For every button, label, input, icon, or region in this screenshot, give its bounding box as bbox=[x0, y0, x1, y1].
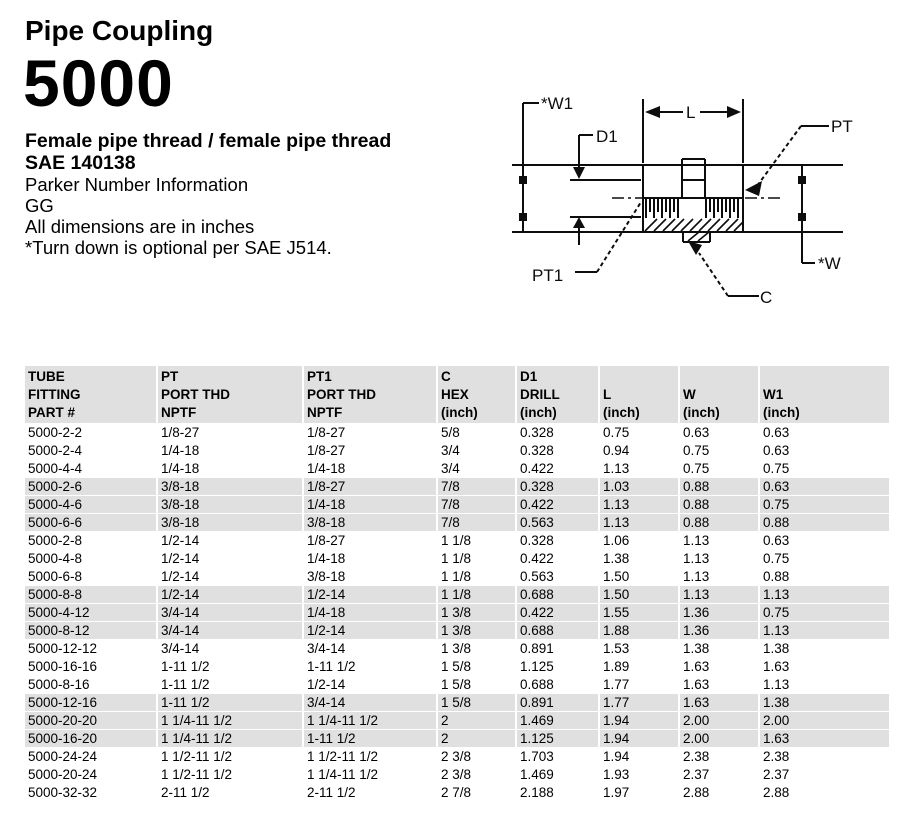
value-cell: 1.13 bbox=[683, 551, 710, 566]
value-cell: 1/2-14 bbox=[161, 569, 200, 584]
value-cell: 2.37 bbox=[763, 767, 790, 782]
value-cell: 1 1/8 bbox=[441, 569, 472, 584]
table-row bbox=[25, 622, 889, 639]
value-cell: 5/8 bbox=[441, 425, 460, 440]
part-number-cell: 5000-20-20 bbox=[25, 712, 156, 729]
value-cell: 0.88 bbox=[680, 514, 758, 531]
value-cell: 2.37 bbox=[683, 767, 710, 782]
table-row bbox=[25, 604, 889, 621]
value-cell: 1.97 bbox=[603, 785, 630, 800]
value-cell: 0.563 bbox=[517, 514, 598, 531]
value-cell: 0.75 bbox=[603, 425, 630, 440]
value-cell: 1.469 bbox=[517, 712, 598, 729]
value-cell: 1/4-18 bbox=[161, 461, 200, 476]
value-cell: 1 1/8 bbox=[441, 533, 472, 548]
value-cell: 1.13 bbox=[603, 461, 630, 476]
value-cell: 1.13 bbox=[600, 514, 678, 531]
value-cell: 1 1/8 bbox=[441, 551, 472, 566]
table-row bbox=[25, 550, 889, 567]
value-cell: 1.94 bbox=[600, 712, 678, 729]
value-cell: 2.00 bbox=[760, 712, 889, 729]
table-row bbox=[25, 640, 889, 657]
spec-table-header-row bbox=[25, 366, 889, 423]
value-cell: 1.36 bbox=[680, 622, 758, 639]
value-cell: 0.88 bbox=[760, 514, 889, 531]
value-cell: 1/8-27 bbox=[161, 425, 200, 440]
value-cell: 1 5/8 bbox=[438, 694, 515, 711]
part-number-cell: 5000-12-16 bbox=[25, 694, 156, 711]
value-cell: 7/8 bbox=[438, 496, 515, 513]
value-cell: 2 3/8 bbox=[441, 767, 472, 782]
value-cell: 2.88 bbox=[683, 785, 710, 800]
table-row bbox=[25, 532, 889, 549]
value-cell: 0.891 bbox=[517, 694, 598, 711]
table-row bbox=[25, 730, 889, 747]
value-cell: 1.53 bbox=[603, 641, 630, 656]
value-cell: 3/4 bbox=[441, 461, 460, 476]
value-cell: 1.38 bbox=[683, 641, 710, 656]
col-header-w1: W1 (inch) bbox=[760, 366, 889, 423]
d1-up-arrow bbox=[573, 217, 585, 228]
section-hatch bbox=[645, 219, 743, 241]
value-cell: 7/8 bbox=[438, 514, 515, 531]
value-cell: 1.94 bbox=[600, 730, 678, 747]
value-cell: 0.63 bbox=[763, 443, 790, 458]
value-cell: 3/8-18 bbox=[158, 478, 302, 495]
value-cell: 3/8-18 bbox=[304, 514, 436, 531]
thread-hatch bbox=[646, 199, 738, 218]
col-header-c-hex: C HEX (inch) bbox=[438, 366, 515, 423]
part-number-cell: 5000-32-32 bbox=[28, 785, 98, 800]
part-number-cell: 5000-12-12 bbox=[28, 641, 98, 656]
value-cell: 1.38 bbox=[763, 641, 790, 656]
value-cell: 0.63 bbox=[763, 425, 790, 440]
value-cell: 0.563 bbox=[520, 569, 554, 584]
col-header-l: L (inch) bbox=[600, 366, 678, 423]
value-cell: 0.63 bbox=[763, 533, 790, 548]
value-cell: 1 1/4-11 1/2 bbox=[304, 712, 436, 729]
value-cell: 1/2-14 bbox=[304, 622, 436, 639]
value-cell: 1/4-18 bbox=[307, 461, 346, 476]
value-cell: 1.13 bbox=[680, 586, 758, 603]
table-row bbox=[25, 496, 889, 513]
table-row bbox=[25, 766, 889, 783]
l-left-arrow bbox=[645, 106, 660, 118]
table-row bbox=[25, 424, 889, 441]
part-number-cell: 5000-2-2 bbox=[28, 425, 83, 440]
label-l: L bbox=[686, 103, 696, 122]
value-cell: 0.328 bbox=[520, 533, 554, 548]
value-cell: 3/4-14 bbox=[158, 622, 302, 639]
value-cell: 1 1/8 bbox=[438, 586, 515, 603]
part-number-cell: 5000-16-16 bbox=[28, 659, 98, 674]
part-number-cell: 5000-2-6 bbox=[25, 478, 156, 495]
value-cell: 0.63 bbox=[683, 425, 710, 440]
value-cell: 3/4-14 bbox=[158, 604, 302, 621]
value-cell: 1.63 bbox=[763, 659, 790, 674]
value-cell: 0.75 bbox=[760, 496, 889, 513]
value-cell: 1.38 bbox=[760, 694, 889, 711]
value-cell: 1 5/8 bbox=[441, 677, 472, 692]
coupling-technical-drawing bbox=[440, 55, 898, 320]
value-cell: 1.06 bbox=[603, 533, 630, 548]
value-cell: 0.75 bbox=[683, 443, 710, 458]
value-cell: 1.13 bbox=[763, 677, 790, 692]
value-cell: 0.688 bbox=[517, 586, 598, 603]
value-cell: 1-11 1/2 bbox=[158, 694, 302, 711]
value-cell: 2-11 1/2 bbox=[307, 785, 356, 800]
document-header bbox=[25, 16, 455, 258]
value-cell: 1.13 bbox=[600, 496, 678, 513]
value-cell: 1/2-14 bbox=[161, 533, 200, 548]
part-number-cell: 5000-8-8 bbox=[25, 586, 156, 603]
value-cell: 1 1/4-11 1/2 bbox=[307, 767, 379, 782]
col-header-pt: PT PORT THD NPTF bbox=[158, 366, 302, 423]
value-cell: 0.75 bbox=[763, 551, 790, 566]
value-cell: 1 5/8 bbox=[441, 659, 472, 674]
value-cell: 1/8-27 bbox=[307, 425, 346, 440]
table-row bbox=[25, 748, 889, 765]
part-number-cell: 5000-2-4 bbox=[28, 443, 83, 458]
w-tick-bottom bbox=[798, 213, 806, 221]
table-row bbox=[25, 784, 889, 801]
value-cell: 0.422 bbox=[517, 604, 598, 621]
value-cell: 2.00 bbox=[680, 730, 758, 747]
value-cell: 1/4-18 bbox=[161, 443, 200, 458]
value-cell: 1/4-18 bbox=[307, 551, 346, 566]
value-cell: 0.75 bbox=[683, 461, 710, 476]
value-cell: 0.328 bbox=[520, 443, 554, 458]
value-cell: 1/4-18 bbox=[304, 604, 436, 621]
value-cell: 1/2-14 bbox=[304, 586, 436, 603]
value-cell: 2.188 bbox=[520, 785, 554, 800]
value-cell: 1 3/8 bbox=[441, 641, 472, 656]
subtitle-block bbox=[25, 131, 455, 258]
label-pt: PT bbox=[831, 117, 853, 136]
table-row bbox=[25, 460, 889, 477]
spec-table-body bbox=[25, 424, 889, 801]
part-number-cell: 5000-4-12 bbox=[25, 604, 156, 621]
value-cell: 1.88 bbox=[600, 622, 678, 639]
value-cell: 0.688 bbox=[520, 677, 554, 692]
value-cell: 0.88 bbox=[680, 496, 758, 513]
value-cell: 1/8-27 bbox=[304, 478, 436, 495]
value-cell: 2 3/8 bbox=[441, 749, 472, 764]
table-row bbox=[25, 676, 889, 693]
table-row bbox=[25, 478, 889, 495]
value-cell: 0.94 bbox=[603, 443, 630, 458]
value-cell: 1.77 bbox=[600, 694, 678, 711]
value-cell: 1.94 bbox=[603, 749, 630, 764]
value-cell: 7/8 bbox=[438, 478, 515, 495]
value-cell: 0.422 bbox=[520, 551, 554, 566]
value-cell: 1 3/8 bbox=[438, 604, 515, 621]
value-cell: 1.03 bbox=[600, 478, 678, 495]
value-cell: 3/8-18 bbox=[158, 514, 302, 531]
value-cell: 3/4-14 bbox=[304, 694, 436, 711]
value-cell: 1.38 bbox=[603, 551, 630, 566]
part-number-cell: 5000-8-12 bbox=[25, 622, 156, 639]
value-cell: 1 3/8 bbox=[438, 622, 515, 639]
model-number: 5000 bbox=[23, 46, 174, 120]
value-cell: 1.63 bbox=[680, 694, 758, 711]
part-number-cell: 5000-4-6 bbox=[25, 496, 156, 513]
value-cell: 1/2-14 bbox=[161, 551, 200, 566]
table-row bbox=[25, 568, 889, 585]
part-number-cell: 5000-6-8 bbox=[28, 569, 83, 584]
value-cell: 1.13 bbox=[760, 622, 889, 639]
w1-tick-top bbox=[519, 176, 527, 184]
value-cell: 1.93 bbox=[603, 767, 630, 782]
value-cell: 1 1/2-11 1/2 bbox=[307, 749, 379, 764]
value-cell: 1.63 bbox=[683, 677, 710, 692]
part-number-cell: 5000-6-6 bbox=[25, 514, 156, 531]
part-number-cell: 5000-8-16 bbox=[28, 677, 90, 692]
value-cell: 1/2-14 bbox=[158, 586, 302, 603]
value-cell: 3/4 bbox=[441, 443, 460, 458]
value-cell: 1/2-14 bbox=[307, 677, 346, 692]
subtitle-thread-type: Female pipe thread / female pipe thread bbox=[25, 130, 392, 152]
value-cell: 1 1/2-11 1/2 bbox=[161, 767, 233, 782]
pt-arrow bbox=[745, 181, 762, 196]
value-cell: 2-11 1/2 bbox=[161, 785, 210, 800]
value-cell: 1.50 bbox=[603, 569, 630, 584]
table-row bbox=[25, 712, 889, 729]
value-cell: 3/4-14 bbox=[307, 641, 346, 656]
part-number-cell: 5000-2-8 bbox=[28, 533, 83, 548]
value-cell: 1-11 1/2 bbox=[307, 659, 356, 674]
value-cell: 1-11 1/2 bbox=[161, 677, 210, 692]
part-number-cell: 5000-20-24 bbox=[28, 767, 98, 782]
value-cell: 2.38 bbox=[683, 749, 710, 764]
value-cell: 1 1/2-11 1/2 bbox=[161, 749, 233, 764]
value-cell: 0.63 bbox=[760, 478, 889, 495]
value-cell: 2.00 bbox=[680, 712, 758, 729]
value-cell: 0.422 bbox=[520, 461, 554, 476]
value-cell: 1.13 bbox=[760, 586, 889, 603]
w1-tick-bottom bbox=[519, 213, 527, 221]
value-cell: 0.88 bbox=[680, 478, 758, 495]
value-cell: 1.469 bbox=[520, 767, 554, 782]
col-header-d1-drill: D1 DRILL (inch) bbox=[517, 366, 598, 423]
label-w: *W bbox=[818, 254, 841, 273]
value-cell: 1.89 bbox=[603, 659, 630, 674]
table-row bbox=[25, 514, 889, 531]
value-cell: 1.125 bbox=[520, 659, 554, 674]
value-cell: 2 bbox=[438, 730, 515, 747]
value-cell: 1/8-27 bbox=[307, 443, 346, 458]
part-number-cell: 5000-4-8 bbox=[28, 551, 83, 566]
info-dimensions-units: All dimensions are in inches bbox=[25, 216, 255, 237]
value-cell: 1.55 bbox=[600, 604, 678, 621]
table-row bbox=[25, 658, 889, 675]
value-cell: 0.75 bbox=[763, 461, 790, 476]
value-cell: 3/4-14 bbox=[161, 641, 200, 656]
value-cell: 0.328 bbox=[520, 425, 554, 440]
value-cell: 1 1/4-11 1/2 bbox=[158, 730, 302, 747]
info-turn-down-note: *Turn down is optional per SAE J514. bbox=[25, 237, 332, 258]
value-cell: 1 1/4-11 1/2 bbox=[158, 712, 302, 729]
value-cell: 1.50 bbox=[600, 586, 678, 603]
table-row bbox=[25, 694, 889, 711]
value-cell: 0.328 bbox=[517, 478, 598, 495]
col-header-pt1: PT1 PORT THD NPTF bbox=[304, 366, 436, 423]
value-cell: 1.13 bbox=[683, 569, 710, 584]
value-cell: 1/4-18 bbox=[304, 496, 436, 513]
col-header-part-number: TUBE FITTING PART # bbox=[25, 366, 156, 423]
value-cell: 3/8-18 bbox=[307, 569, 346, 584]
value-cell: 3/8-18 bbox=[158, 496, 302, 513]
value-cell: 1-11 1/2 bbox=[304, 730, 436, 747]
info-gg: GG bbox=[25, 195, 54, 216]
value-cell: 2.38 bbox=[763, 749, 790, 764]
value-cell: 2.88 bbox=[763, 785, 790, 800]
part-number-cell: 5000-16-20 bbox=[25, 730, 156, 747]
label-pt1: PT1 bbox=[532, 266, 564, 285]
table-row bbox=[25, 442, 889, 459]
info-parker-number: Parker Number Information bbox=[25, 174, 249, 195]
value-cell: 0.75 bbox=[760, 604, 889, 621]
label-c: C bbox=[760, 288, 773, 307]
value-cell: 2 7/8 bbox=[441, 785, 472, 800]
label-w1: *W1 bbox=[541, 94, 574, 113]
part-number-cell: 5000-24-24 bbox=[28, 749, 98, 764]
value-cell: 1.63 bbox=[683, 659, 710, 674]
value-cell: 0.422 bbox=[517, 496, 598, 513]
value-cell: 1.63 bbox=[760, 730, 889, 747]
w-tick-top bbox=[798, 176, 806, 184]
label-d1: D1 bbox=[596, 127, 618, 146]
value-cell: 1.36 bbox=[680, 604, 758, 621]
spec-table bbox=[23, 365, 891, 802]
value-cell: 0.688 bbox=[517, 622, 598, 639]
value-cell: 1.77 bbox=[603, 677, 630, 692]
value-cell: 1.703 bbox=[520, 749, 554, 764]
value-cell: 1.13 bbox=[683, 533, 710, 548]
table-row bbox=[25, 586, 889, 603]
value-cell: 0.891 bbox=[520, 641, 554, 656]
value-cell: 2 bbox=[438, 712, 515, 729]
part-number-cell: 5000-4-4 bbox=[28, 461, 83, 476]
l-right-arrow bbox=[727, 106, 741, 118]
value-cell: 1.125 bbox=[517, 730, 598, 747]
value-cell: 1-11 1/2 bbox=[161, 659, 210, 674]
subtitle-sae-number: SAE 140138 bbox=[25, 151, 136, 174]
value-cell: 1/8-27 bbox=[307, 533, 346, 548]
value-cell: 0.88 bbox=[763, 569, 790, 584]
col-header-w: W (inch) bbox=[680, 366, 758, 423]
d1-down-arrow bbox=[573, 167, 585, 179]
page-title: Pipe Coupling bbox=[25, 15, 214, 46]
